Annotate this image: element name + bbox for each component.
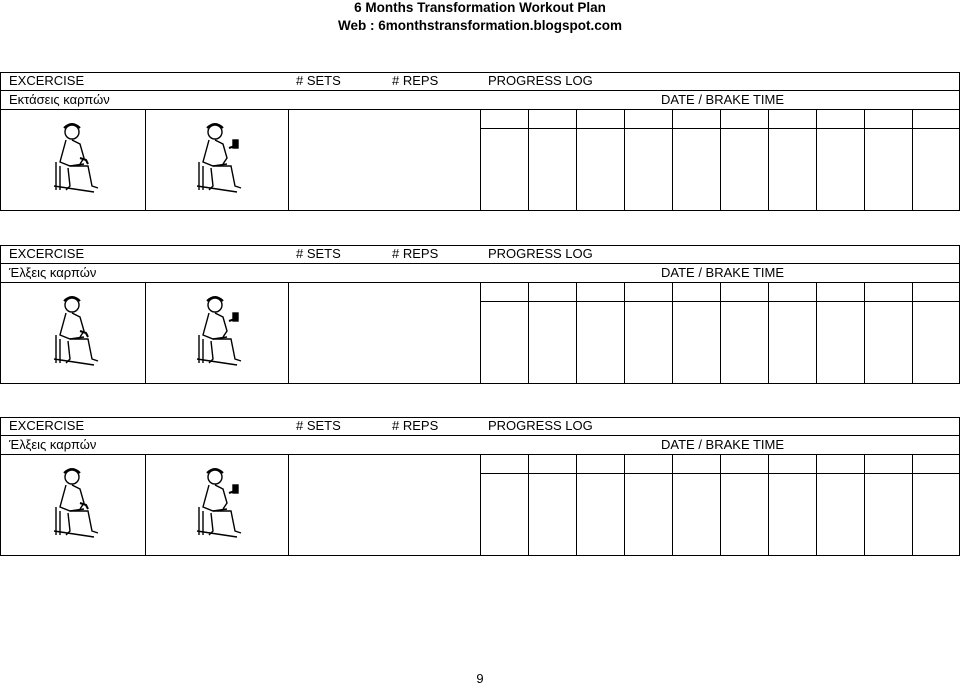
log-column-divider: [576, 454, 577, 555]
col-date-brake-time: DATE / BRAKE TIME: [661, 265, 785, 280]
block-left-border: [0, 417, 1, 556]
block-bottom-border: [0, 555, 960, 556]
log-column-divider: [720, 282, 721, 383]
log-column-divider: [576, 282, 577, 383]
log-column-divider: [672, 109, 673, 210]
exercise-log-block: [0, 245, 960, 384]
exercise-figure-start: [50, 295, 110, 367]
exercise-name: Έλξεις καρπών: [9, 265, 97, 280]
log-column-divider: [528, 109, 529, 210]
header-divider: [0, 90, 960, 91]
log-column-divider: [528, 454, 529, 555]
exercise-figure-end: [193, 122, 253, 194]
block-top-border: [0, 245, 960, 246]
page-title: 6 Months Transformation Workout Plan: [354, 0, 606, 15]
log-column-divider: [864, 454, 865, 555]
header-divider: [0, 263, 960, 264]
log-column-divider: [720, 109, 721, 210]
exercise-log-block: [0, 72, 960, 211]
col-exercise: EXCERCISE: [9, 418, 85, 433]
col-reps: # REPS: [392, 246, 439, 261]
log-column-divider: [672, 282, 673, 383]
block-top-border: [0, 72, 960, 73]
page-number: 9: [476, 671, 484, 686]
exercise-figure-start: [50, 122, 110, 194]
col-reps: # REPS: [392, 73, 439, 88]
col-sets: # SETS: [296, 418, 341, 433]
block-left-border: [0, 245, 1, 384]
block-left-border: [0, 72, 1, 211]
log-column-divider: [912, 282, 913, 383]
image-divider: [145, 282, 146, 383]
log-column-divider: [672, 454, 673, 555]
block-bottom-border: [0, 383, 960, 384]
log-area-left: [480, 109, 481, 210]
header-divider: [0, 435, 960, 436]
col-progress-log: PROGRESS LOG: [488, 246, 593, 261]
image-divider: [288, 282, 289, 383]
col-exercise: EXCERCISE: [9, 246, 85, 261]
block-bottom-border: [0, 210, 960, 211]
exercise-name: Εκτάσεις καρπών: [9, 92, 110, 107]
exercise-name: Έλξεις καρπών: [9, 437, 97, 452]
log-column-divider: [864, 282, 865, 383]
block-top-border: [0, 417, 960, 418]
exercise-figure-end: [193, 295, 253, 367]
col-exercise: EXCERCISE: [9, 73, 85, 88]
log-column-divider: [720, 454, 721, 555]
log-column-divider: [816, 109, 817, 210]
log-column-divider: [624, 282, 625, 383]
log-area-left: [480, 454, 481, 555]
col-reps: # REPS: [392, 418, 439, 433]
log-column-divider: [624, 454, 625, 555]
image-divider: [288, 454, 289, 555]
log-column-divider: [624, 109, 625, 210]
col-progress-log: PROGRESS LOG: [488, 418, 593, 433]
log-column-divider: [528, 282, 529, 383]
col-date-brake-time: DATE / BRAKE TIME: [661, 437, 785, 452]
log-column-divider: [864, 109, 865, 210]
log-column-divider: [912, 454, 913, 555]
log-column-divider: [912, 109, 913, 210]
exercise-figure-end: [193, 467, 253, 539]
col-sets: # SETS: [296, 73, 341, 88]
log-column-divider: [768, 454, 769, 555]
log-column-divider: [576, 109, 577, 210]
exercise-figure-start: [50, 467, 110, 539]
col-date-brake-time: DATE / BRAKE TIME: [661, 92, 785, 107]
log-column-divider: [768, 282, 769, 383]
col-progress-log: PROGRESS LOG: [488, 73, 593, 88]
log-column-divider: [768, 109, 769, 210]
log-column-divider: [816, 282, 817, 383]
log-area-left: [480, 282, 481, 383]
exercise-log-block: [0, 417, 960, 556]
website-line: Web : 6monthstransformation.blogspot.com: [337, 18, 622, 33]
image-divider: [288, 109, 289, 210]
log-column-divider: [816, 454, 817, 555]
image-divider: [145, 109, 146, 210]
image-divider: [145, 454, 146, 555]
col-sets: # SETS: [296, 246, 341, 261]
